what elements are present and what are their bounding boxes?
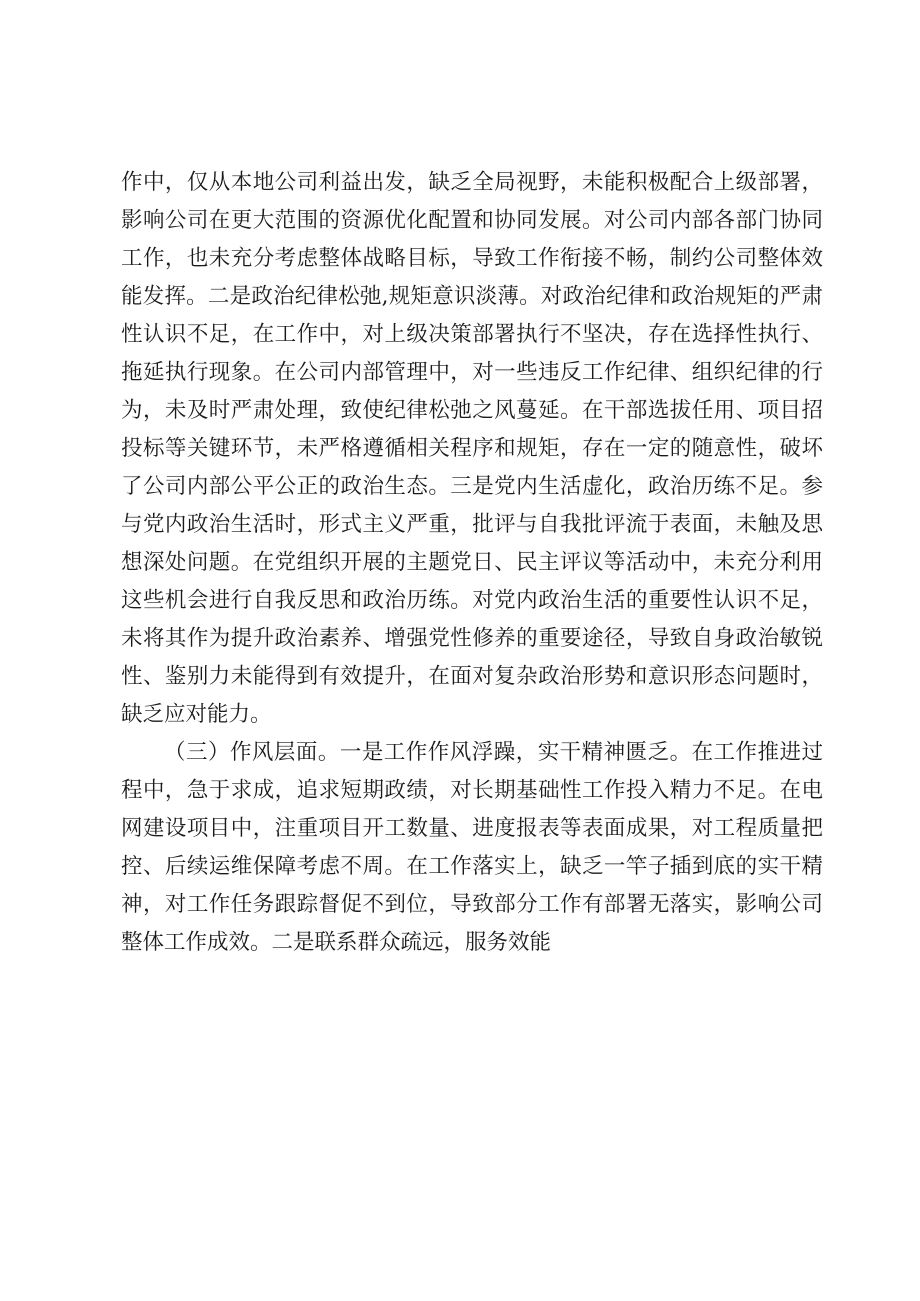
paragraph-2-section-three-work-style: （三）作风层面。一是工作作风浮躁，实干精神匮乏。在工作推进过程中，急于求成，追求短期政绩，对长期基础性工作投入精力不足。在电网建设项目中，注重项目开工数量、进度报表等表面成果，对工程质量把控、后续运维保障考虑不周。在工作落实上，缺乏一竿子插到底的实干精神，对工作任务跟踪督促不到位，导致部分工作有部署无落实，影响公司整体工作成效。二是联系群众疏远，服务效能	[121, 740, 823, 955]
document-body	[121, 164, 823, 962]
paragraph-1: 作中，仅从本地公司利益出发，缺乏全局视野，未能积极配合上级部署，影响公司在更大范围的资源优化配置和协同发展。对公司内部各部门协同工作，也未充分考虑整体战略目标，导致工作衔接不畅，制约公司整体效能发挥。二是政治纪律松弛,规矩意识淡薄。对政治纪律和政治规矩的严肃性认识不足，在工作中，对上级决策部署执行不坚决，存在选择性执行、拖延执行现象。在公司内部管理中，对一些违反工作纪律、组织纪律的行为，未及时严肃处理，致使纪律松弛之风蔓延。在干部选拔任用、项目招投标等关键环节，未严格遵循相关程序和规矩，存在一定的随意性，破坏了公司内部公平公正的政治生态。三是党内生活虚化，政治历练不足。参与党内政治生活时，形式主义严重，批评与自我批评流于表面，未触及思想深处问题。在党组织开展的主题党日、民主评议等活动中，未充分利用这些机会进行自我反思和政治历练。对党内政治生活的重要性认识不足，未将其作为提升政治素养、增强党性修养的重要途径，导致自身政治敏锐性、鉴别力未能得到有效提升，在面对复杂政治形势和意识形态问题时，缺乏应对能力。	[121, 170, 823, 727]
